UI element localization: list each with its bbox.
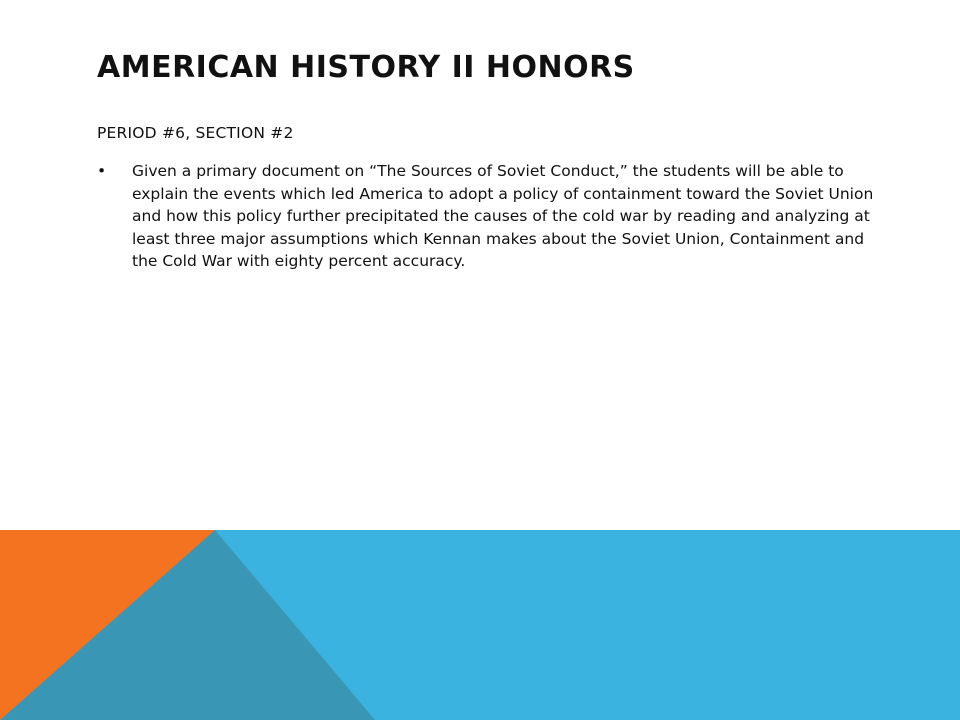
slide-subtitle: PERIOD #6, SECTION #2 xyxy=(97,124,294,142)
bullet-text: Given a primary document on “The Sources of Soviet Conduct,” the students will be able to explain the events which led America to adopt a policy of containment toward the Soviet Union and how this policy further precipitated the causes of the cold war by reading and analyzing at least three major assumptions which Kennan makes about the Soviet Union, Containment and the Cold War with eighty percent accuracy. xyxy=(132,162,874,270)
slide-title: AMERICAN HISTORY II HONORS xyxy=(97,50,635,85)
bullet-list xyxy=(97,160,887,273)
bullet-marker: • xyxy=(97,162,107,180)
decorative-footer-shapes xyxy=(0,530,960,720)
bullet-item xyxy=(97,160,887,273)
